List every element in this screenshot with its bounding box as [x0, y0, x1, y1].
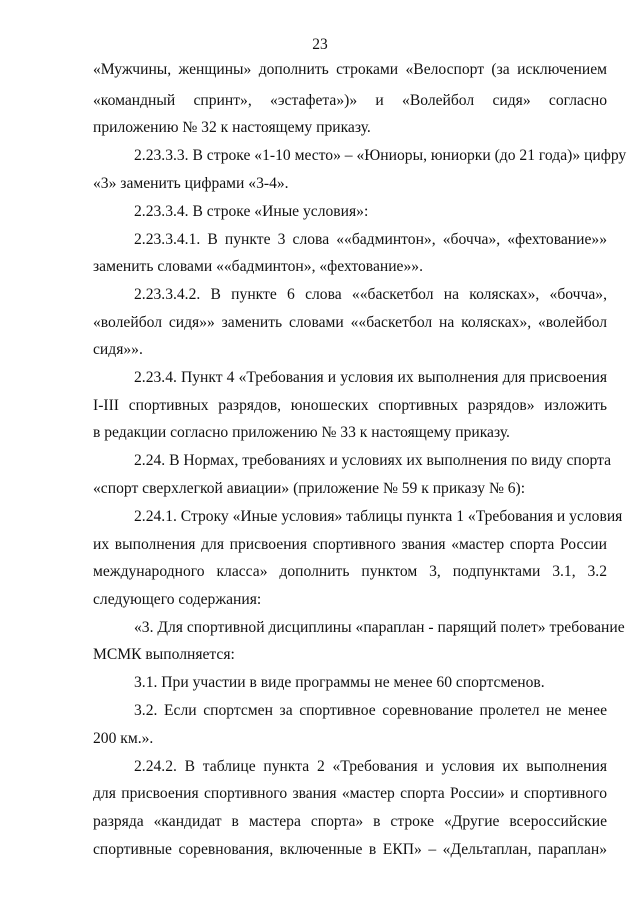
text-line: спортивные соревнования, включенные в ЕКП» – «Дельтаплан, параплан» — [93, 841, 607, 858]
text-line: их выполнения для присвоения спортивного звания «мастер спорта России — [93, 536, 607, 553]
text-line: следующего содержания: — [93, 591, 262, 608]
text-line: сидя»». — [93, 341, 143, 358]
text-line: 3.1. При участии в виде программы не менее 60 спортсменов. — [134, 674, 545, 691]
text-line: 2.24.1. Строку «Иные условия» таблицы пункта 1 «Требования и условия — [134, 508, 623, 525]
text-line: 2.23.3.4.1. В пункте 3 слова ««бадминтон», «бочча», «фехтование»» — [134, 231, 607, 248]
text-line: для присвоения спортивного звания «мастер спорта России» и спортивного — [93, 785, 607, 802]
text-line: «волейбол сидя»» заменить словами ««баскетбол на колясках», «волейбол — [93, 314, 607, 331]
text-line: «командный спринт», «эстафета»)» и «Волейбол сидя» согласно — [93, 92, 607, 109]
text-line: «3» заменить цифрами «3-4». — [93, 175, 289, 192]
text-line: «3. Для спортивной дисциплины «параплан - парящий полет» требование — [134, 619, 625, 636]
text-line: I-III спортивных разрядов, юношеских спортивных разрядов» изложить — [93, 397, 607, 414]
text-line: 2.23.3.3. В строке «1-10 место» – «Юниоры, юниорки (до 21 года)» цифру — [134, 147, 627, 164]
text-line: 2.23.4. Пункт 4 «Требования и условия их выполнения для присвоения — [134, 369, 607, 386]
text-line: приложению № 32 к настоящему приказу. — [93, 119, 371, 136]
text-line: МСМК выполняется: — [93, 646, 235, 663]
text-line: 2.24.2. В таблице пункта 2 «Требования и условия их выполнения — [134, 758, 607, 775]
text-line: разряда «кандидат в мастера спорта» в строке «Другие всероссийские — [93, 813, 607, 830]
text-line: 2.24. В Нормах, требованиях и условиях их выполнения по виду спорта — [134, 452, 612, 469]
text-line: 2.23.3.4. В строке «Иные условия»: — [134, 203, 369, 220]
text-line: заменить словами ««бадминтон», «фехтование»». — [93, 258, 423, 275]
text-line: «Мужчины, женщины» дополнить строками «Велоспорт (за исключением — [93, 61, 607, 78]
text-line: 200 км.». — [93, 730, 154, 747]
text-line: в редакции согласно приложению № 33 к настоящему приказу. — [93, 424, 510, 441]
text-line: международного класса» дополнить пунктом 3, подпунктами 3.1, 3.2 — [93, 563, 607, 580]
text-line: 2.23.3.4.2. В пункте 6 слова ««баскетбол на колясках», «бочча», — [134, 286, 607, 303]
text-line: 3.2. Если спортсмен за спортивное соревнование пролетел не менее — [134, 702, 607, 719]
page-number: 23 — [312, 36, 328, 53]
text-line: «спорт сверхлегкой авиации» (приложение № 59 к приказу № 6): — [93, 480, 526, 497]
